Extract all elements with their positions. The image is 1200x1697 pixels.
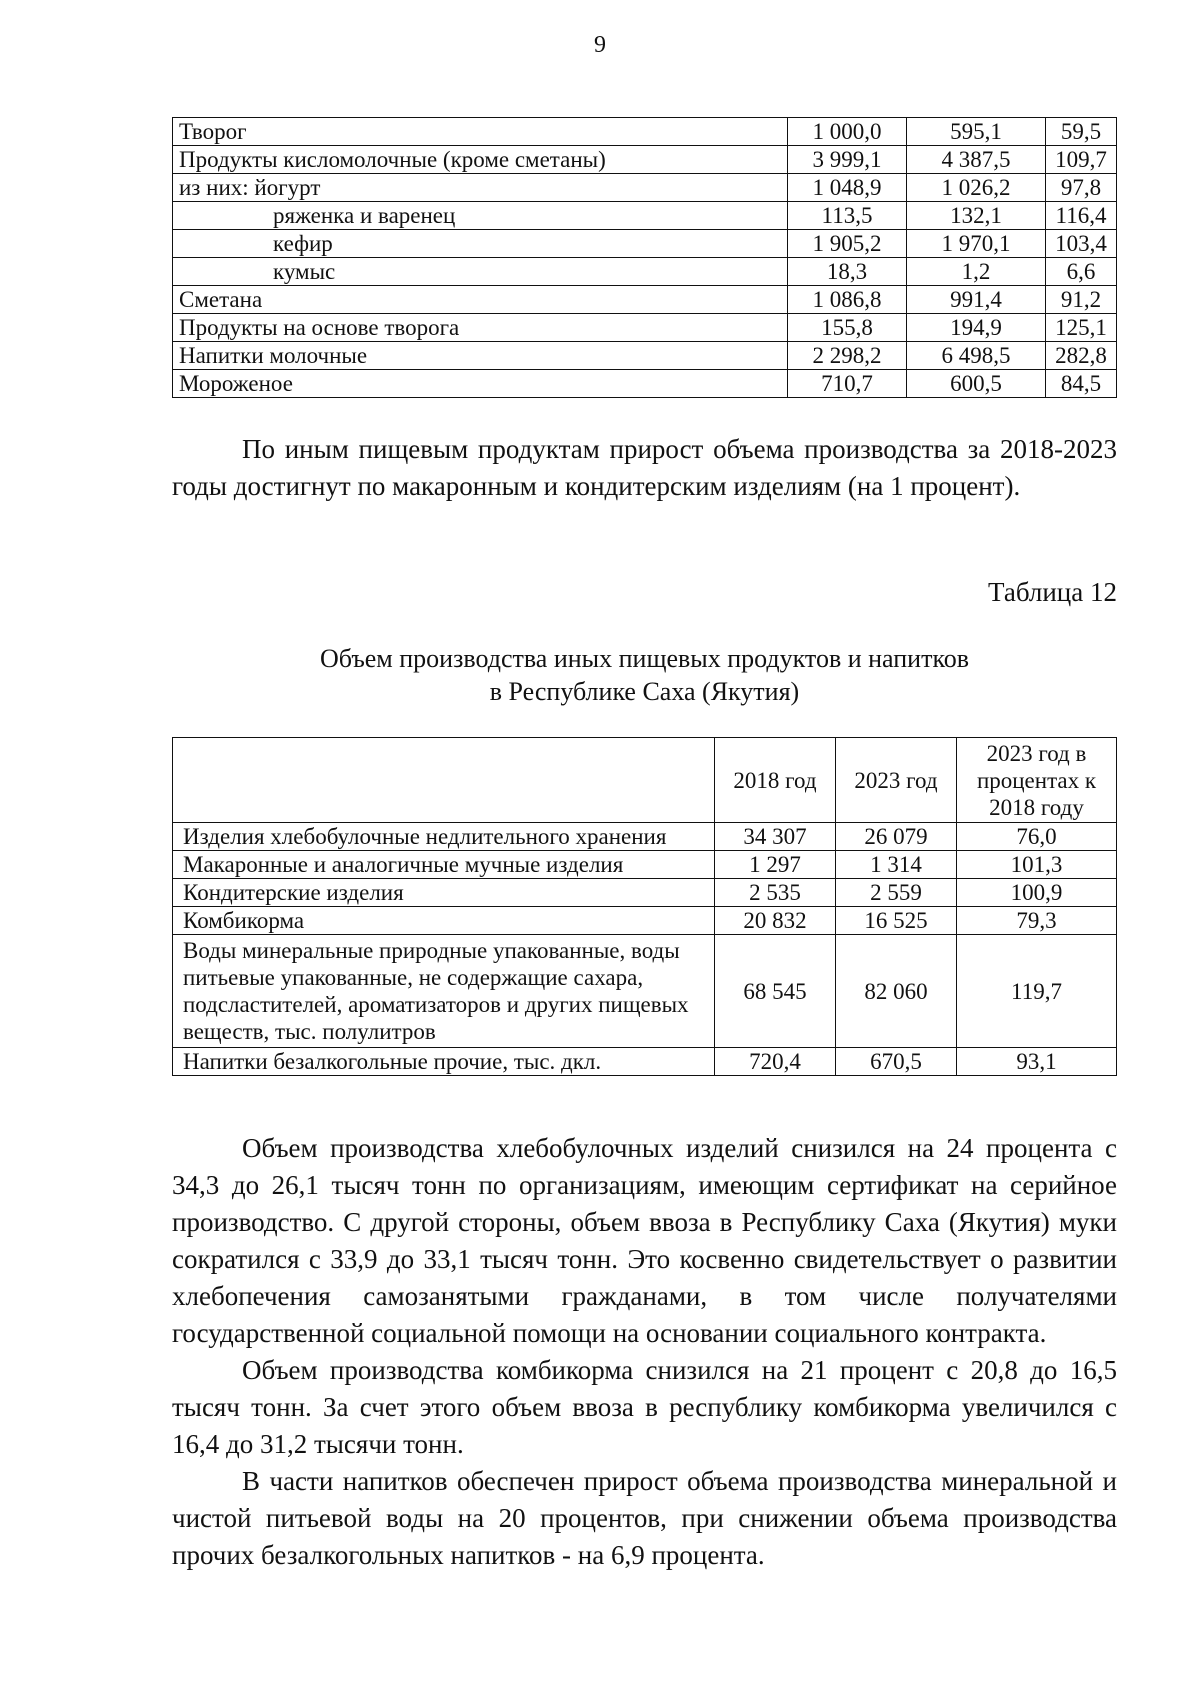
table-cell-v2018: 1 905,2 [788,230,907,258]
table-cell-v2018: 720,4 [715,1048,836,1076]
table-cell-pct: 100,9 [957,879,1117,907]
table-cell-name: из них: йогурт [173,174,788,202]
table-cell-pct: 91,2 [1046,286,1117,314]
paragraph-bakery [172,1130,1117,1352]
paragraph-drinks-text: В части напитков обеспечен прирост объема производства минеральной и чистой питьевой воды на 20 процентов, при снижении объема производства прочих безалкогольных напитков - на 6,9 процента. [172,1466,1117,1570]
table-row [173,1048,1117,1076]
table-cell-v2018: 3 999,1 [788,146,907,174]
table-title-line2: в Республике Саха (Якутия) [489,677,800,706]
table-cell-name: Напитки молочные [173,342,788,370]
header-2018: 2018 год [715,738,836,823]
table-title-line1: Объем производства иных пищевых продуктов и напитков [319,644,970,673]
table-cell-v2023: 26 079 [836,823,957,851]
table-cell-v2018: 1 048,9 [788,174,907,202]
table-cell-v2018: 34 307 [715,823,836,851]
table-cell-v2018: 1 297 [715,851,836,879]
table-cell-name: кефир [173,230,788,258]
table-cell-name: Сметана [173,286,788,314]
table-row [173,174,1117,202]
table-cell-v2023: 82 060 [836,935,957,1048]
table-cell-pct: 84,5 [1046,370,1117,398]
dairy-table-body [173,118,1117,398]
table-cell-name: Макаронные и аналогичные мучные изделия [173,851,715,879]
table-row [173,935,1117,1048]
table-title [172,642,1117,708]
table-cell-pct: 6,6 [1046,258,1117,286]
paragraph-drinks [172,1463,1117,1574]
header-name [173,738,715,823]
table-cell-v2018: 155,8 [788,314,907,342]
table-cell-name: Продукты кисломолочные (кроме сметаны) [173,146,788,174]
table-cell-v2018: 2 298,2 [788,342,907,370]
table-row [173,342,1117,370]
table-cell-v2023: 4 387,5 [907,146,1046,174]
table-cell-pct: 282,8 [1046,342,1117,370]
table-cell-pct: 93,1 [957,1048,1117,1076]
table-cell-name: Воды минеральные природные упакованные, воды питьевые упакованные, не содержащие сахара, подсластителей, ароматизаторов и других пищевых веществ, тыс. полулитров [173,935,715,1048]
page-number: 9 [594,32,606,58]
other-food-table [172,737,1117,1076]
table-row [173,851,1117,879]
table-cell-name: Кондитерские изделия [173,879,715,907]
table-row [173,823,1117,851]
paragraph-bakery-text: Объем производства хлебобулочных изделий снизился на 24 процента с 34,3 до 26,1 тысяч тонн по организациям, имеющим сертификат на серийное производство. С другой стороны, объем ввоза в Республику Саха (Якутия) муки сократился с 33,9 до 33,1 тысяч тонн. Это косвенно свидетельствует о развитии хлебопечения самозанятыми гражданами, в том числе получателями государственной социальной помощи на основании социального контракта. [172,1133,1117,1348]
table-cell-v2018: 68 545 [715,935,836,1048]
table-cell-v2023: 670,5 [836,1048,957,1076]
paragraph-other-food [172,431,1117,505]
table-cell-v2023: 991,4 [907,286,1046,314]
table-cell-v2018: 1 086,8 [788,286,907,314]
table-cell-name: Продукты на основе творога [173,314,788,342]
table-cell-pct: 79,3 [957,907,1117,935]
dairy-products-table [172,117,1117,398]
table-cell-v2023: 2 559 [836,879,957,907]
paragraph-other-food-text: По иным пищевым продуктам прирост объема производства за 2018-2023 годы достигнут по макаронным и кондитерским изделиям (на 1 процент). [172,434,1117,501]
table-cell-v2023: 6 498,5 [907,342,1046,370]
table-row [173,286,1117,314]
table-cell-pct: 125,1 [1046,314,1117,342]
table-cell-v2023: 16 525 [836,907,957,935]
table-cell-pct: 119,7 [957,935,1117,1048]
table-cell-name: ряженка и варенец [173,202,788,230]
table-cell-name: Комбикорма [173,907,715,935]
table-cell-v2023: 194,9 [907,314,1046,342]
table-cell-v2018: 710,7 [788,370,907,398]
header-percent: 2023 год в процентах к 2018 году [957,738,1117,823]
table-row [173,118,1117,146]
table-cell-pct: 116,4 [1046,202,1117,230]
table-cell-pct: 97,8 [1046,174,1117,202]
table-cell-pct: 101,3 [957,851,1117,879]
table-row [173,230,1117,258]
table-cell-pct: 59,5 [1046,118,1117,146]
paragraph-feed-text: Объем производства комбикорма снизился на 21 процент с 20,8 до 16,5 тысяч тонн. За счет этого объем ввоза в республику комбикорма увеличился с 16,4 до 31,2 тысячи тонн. [172,1355,1117,1459]
table-row [173,907,1117,935]
table-header-row [173,738,1117,823]
table-cell-v2023: 1 314 [836,851,957,879]
table-cell-pct: 76,0 [957,823,1117,851]
table-cell-v2023: 595,1 [907,118,1046,146]
header-2023: 2023 год [836,738,957,823]
table-row [173,146,1117,174]
table-cell-v2018: 1 000,0 [788,118,907,146]
table-cell-pct: 109,7 [1046,146,1117,174]
table-cell-v2018: 2 535 [715,879,836,907]
table-row [173,314,1117,342]
paragraph-feed [172,1352,1117,1463]
other-table-body [173,823,1117,1076]
table-cell-v2023: 600,5 [907,370,1046,398]
table-cell-name: кумыс [173,258,788,286]
table-cell-name: Напитки безалкогольные прочие, тыс. дкл. [173,1048,715,1076]
table-cell-v2023: 1 970,1 [907,230,1046,258]
table-cell-v2018: 113,5 [788,202,907,230]
table-cell-name: Изделия хлебобулочные недлительного хранения [173,823,715,851]
table-cell-name: Мороженое [173,370,788,398]
table-cell-pct: 103,4 [1046,230,1117,258]
table-cell-v2023: 132,1 [907,202,1046,230]
table-row [173,202,1117,230]
table-cell-v2023: 1,2 [907,258,1046,286]
table-row [173,370,1117,398]
table-row [173,258,1117,286]
table-cell-v2018: 20 832 [715,907,836,935]
table-label: Таблица 12 [988,577,1117,607]
table-row [173,879,1117,907]
table-cell-v2023: 1 026,2 [907,174,1046,202]
table-cell-v2018: 18,3 [788,258,907,286]
table-cell-name: Творог [173,118,788,146]
